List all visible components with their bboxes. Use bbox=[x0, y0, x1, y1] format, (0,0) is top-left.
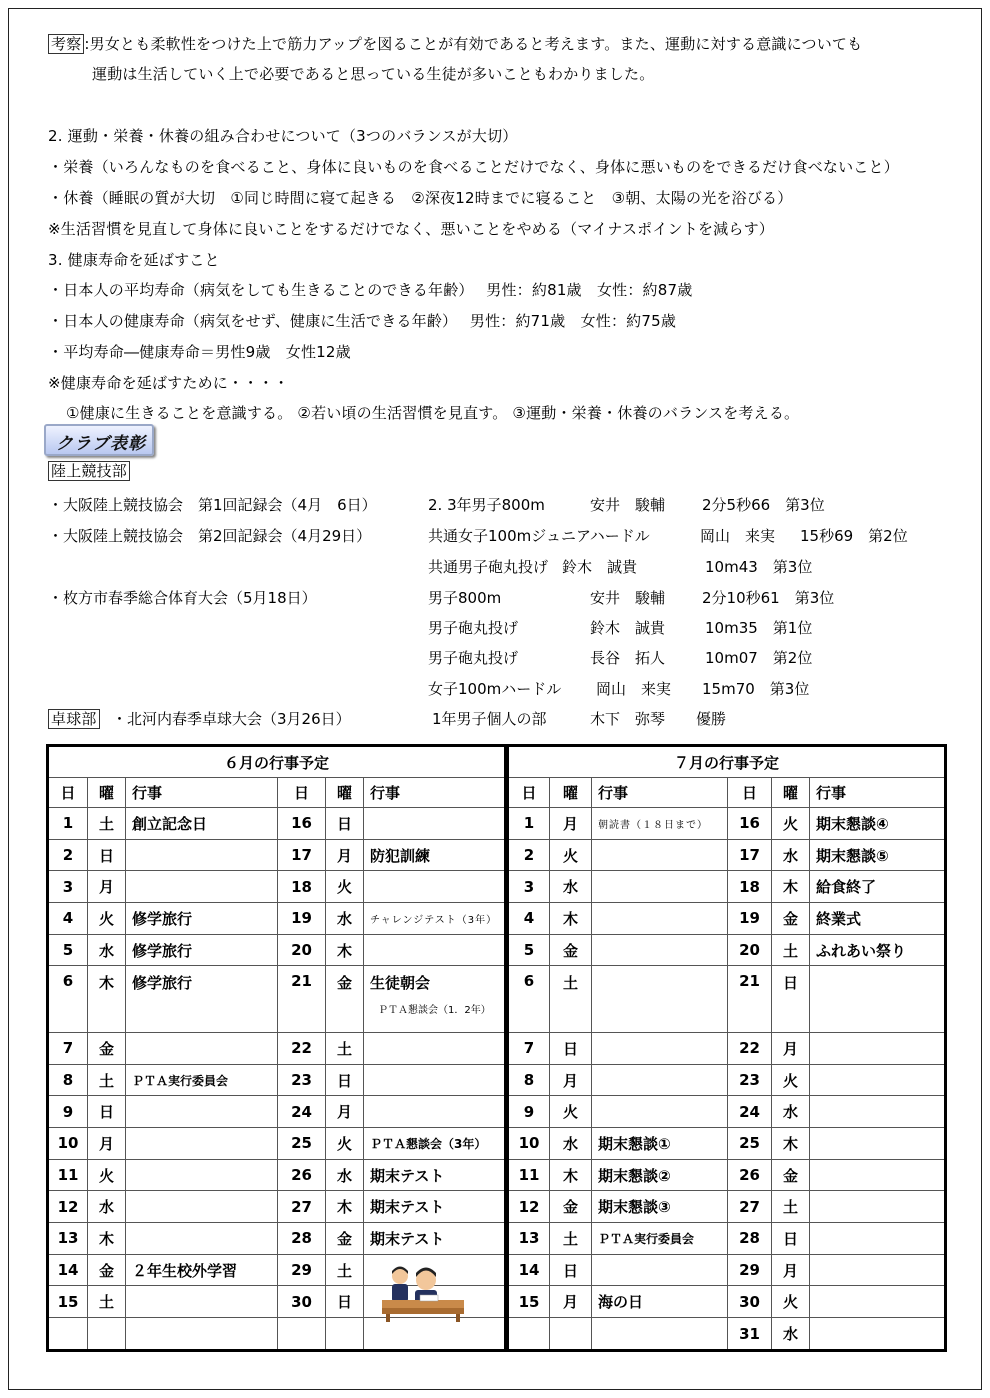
meet-name: ・枚方市春季総合体育大会（5月18日） bbox=[48, 589, 317, 607]
track-club-label-row bbox=[48, 461, 130, 481]
meet-event: 2. 3年男子800m bbox=[428, 496, 545, 514]
section2-rest: ・休養（睡眠の質が大切 ①同じ時間に寝て起きる ②深夜12時までに寝ること ③朝、太陽の光を浴びる） bbox=[48, 189, 793, 207]
meet-result: 10m43 第3位 bbox=[705, 558, 813, 576]
track-club-label: 陸上競技部 bbox=[48, 461, 130, 481]
meet-person: 長谷 拓人 bbox=[590, 649, 666, 667]
table-row: 1 土 創立記念日 16 日 bbox=[48, 808, 506, 840]
table-row: 5 水 修学旅行 20 木 bbox=[48, 934, 506, 966]
table-row: 6 土 21 日 bbox=[508, 966, 946, 1033]
section2-note: ※生活習慣を見直して身体に良いことをするだけでなく、悪いことをやめる（マイナスポイントを減らす） bbox=[48, 220, 774, 238]
section3-points: ①健康に生きることを意識する。 ②若い頃の生活習慣を見直す。 ③運動・栄養・休養のバランスを考える。 bbox=[66, 404, 800, 422]
table-row: 6 木 修学旅行 21 金 生徒朝会 ＰＴＡ懇談会（1．2年） bbox=[48, 966, 506, 1033]
meet-event: 共通男子砲丸投げ bbox=[428, 558, 549, 576]
studying-students-illustration bbox=[380, 1262, 466, 1322]
table-row: 4 火 修学旅行 19 水 チャレンジテスト（3年） bbox=[48, 903, 506, 935]
column-header-dow: 曜 bbox=[326, 778, 364, 808]
meet-result: 10m35 第1位 bbox=[705, 619, 813, 637]
table-row: 7 金 22 土 bbox=[48, 1032, 506, 1064]
table-tennis-event: 1年男子個人の部 bbox=[432, 710, 547, 728]
table-row: 9 日 24 月 bbox=[48, 1096, 506, 1128]
table-row: 7 日 22 月 bbox=[508, 1032, 946, 1064]
table-row: 2 日 17 月 防犯訓練 bbox=[48, 839, 506, 871]
table-tennis-person: 木下 弥琴 bbox=[590, 710, 666, 728]
table-row: 14 金 ２年生校外学習 29 土 bbox=[48, 1254, 506, 1286]
table-row: 8 土 ＰＴＡ実行委員会 23 日 bbox=[48, 1064, 506, 1096]
table-row: 8 月 23 火 bbox=[508, 1064, 946, 1096]
meet-person: 岡山 来実 bbox=[700, 527, 776, 545]
meet-event: 共通女子100mジュニアハードル bbox=[428, 527, 650, 545]
table-row: 13 木 28 金 期末テスト bbox=[48, 1223, 506, 1255]
table-row: 11 木 期末懇談② 26 金 bbox=[508, 1159, 946, 1191]
meet-result: 2分5秒66 第3位 bbox=[702, 496, 825, 514]
table-tennis-result: 優勝 bbox=[696, 710, 727, 728]
kousatsu-tag: 考察 bbox=[48, 34, 84, 54]
column-header-event: 行事 bbox=[592, 778, 728, 808]
column-header-dow: 曜 bbox=[772, 778, 810, 808]
table-row: 14 日 29 月 bbox=[508, 1254, 946, 1286]
table-row: 1 月 朝読書（１８日まで） 16 火 期末懇談④ bbox=[508, 808, 946, 840]
table-row bbox=[48, 1318, 506, 1351]
column-header-day: 日 bbox=[508, 778, 550, 808]
meet-person: 鈴木 誠貴 bbox=[590, 619, 666, 637]
table-row: 12 金 期末懇談③ 27 土 bbox=[508, 1191, 946, 1223]
section2-nutrition: ・栄養（いろんなものを食べること、身体に良いものを食べることだけでなく、身体に悪いものをできるだけ食べないこと） bbox=[48, 158, 899, 176]
section2-heading: 2. 運動・栄養・休養の組み合わせについて（3つのバランスが大切） bbox=[48, 127, 518, 145]
table-row: 3 月 18 火 bbox=[48, 871, 506, 903]
column-header-dow: 曜 bbox=[550, 778, 592, 808]
column-header-day: 日 bbox=[278, 778, 326, 808]
table-row: 4 木 19 金 終業式 bbox=[508, 903, 946, 935]
meet-event: 男子砲丸投げ bbox=[428, 649, 519, 667]
table-row: 9 火 24 水 bbox=[508, 1096, 946, 1128]
column-header-day: 日 bbox=[48, 778, 88, 808]
intro-line-2: 運動は生活していく上で必要であると思っている生徒が多いこともわかりました。 bbox=[92, 65, 655, 83]
meet-event: 男子800m bbox=[428, 589, 502, 607]
column-header-event: 行事 bbox=[810, 778, 946, 808]
meet-result: 15秒69 第2位 bbox=[800, 527, 908, 545]
table-tennis-row bbox=[48, 709, 100, 729]
section3-average-lifespan: ・日本人の平均寿命（病気をしても生きることのできる年齢） 男性：約81歳 女性：約87歳 bbox=[48, 281, 693, 299]
section3-difference: ・平均寿命―健康寿命＝男性9歳 女性12歳 bbox=[48, 343, 351, 361]
table-tennis-label: 卓球部 bbox=[48, 709, 100, 729]
meet-name: ・大阪陸上競技協会 第2回記録会（4月29日） bbox=[48, 527, 372, 545]
table-tennis-meet: ・北河内春季卓球大会（3月26日） bbox=[112, 710, 351, 728]
table-row: 10 水 期末懇談① 25 木 bbox=[508, 1128, 946, 1160]
column-header-dow: 曜 bbox=[88, 778, 126, 808]
meet-event: 男子砲丸投げ bbox=[428, 619, 519, 637]
meet-person: 安井 駿輔 bbox=[590, 496, 666, 514]
meet-person: 安井 駿輔 bbox=[590, 589, 666, 607]
july-schedule-table bbox=[506, 744, 947, 1352]
june-title: ６月の行事予定 bbox=[48, 746, 506, 778]
table-row: 5 金 20 土 ふれあい祭り bbox=[508, 934, 946, 966]
meet-result: 10m07 第2位 bbox=[705, 649, 813, 667]
intro-line-1 bbox=[48, 34, 862, 54]
table-row: 15 月 海の日 30 火 bbox=[508, 1286, 946, 1318]
table-row: 10 月 25 火 ＰＴＡ懇談会（3年） bbox=[48, 1128, 506, 1160]
table-row: 15 土 30 日 bbox=[48, 1286, 506, 1318]
table-row: 13 土 ＰＴＡ実行委員会 28 日 bbox=[508, 1223, 946, 1255]
meet-name: ・大阪陸上競技協会 第1回記録会（4月 6日） bbox=[48, 496, 377, 514]
meet-person: 鈴木 誠貴 bbox=[562, 558, 638, 576]
table-row: 2 火 17 水 期末懇談⑤ bbox=[508, 839, 946, 871]
meet-result: 2分10秒61 第3位 bbox=[702, 589, 835, 607]
intro-text-1: :男女とも柔軟性をつけた上で筋力アップを図ることが有効であると考えます。また、運動に対する意識についても bbox=[84, 35, 863, 53]
july-title: ７月の行事予定 bbox=[508, 746, 946, 778]
column-header-event: 行事 bbox=[126, 778, 278, 808]
column-header-day: 日 bbox=[728, 778, 772, 808]
section3-healthy-lifespan: ・日本人の健康寿命（病気をせず、健康に生活できる年齢） 男性：約71歳 女性：約75歳 bbox=[48, 312, 677, 330]
table-row: 3 水 18 木 給食終了 bbox=[508, 871, 946, 903]
meet-person: 岡山 来実 bbox=[596, 680, 672, 698]
table-row: 12 水 27 木 期末テスト bbox=[48, 1191, 506, 1223]
table-row: 11 火 26 水 期末テスト bbox=[48, 1159, 506, 1191]
section3-note: ※健康寿命を延ばすために・・・・ bbox=[48, 374, 289, 392]
section3-heading: 3. 健康寿命を延ばすこと bbox=[48, 251, 220, 269]
club-awards-heading: クラブ表彰 bbox=[44, 424, 154, 456]
column-header-event: 行事 bbox=[364, 778, 506, 808]
table-row: 31 水 bbox=[508, 1318, 946, 1351]
meet-event: 女子100mハードル bbox=[428, 680, 562, 698]
june-schedule-table bbox=[46, 744, 507, 1352]
meet-result: 15m70 第3位 bbox=[702, 680, 810, 698]
